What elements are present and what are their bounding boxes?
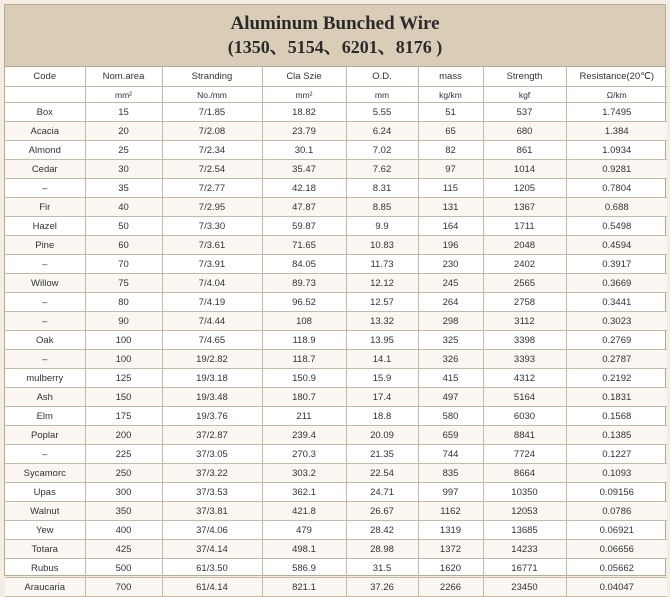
table-row-mass: 1162 bbox=[418, 502, 483, 521]
table-row bbox=[5, 388, 667, 407]
table-row-cla-size: 498.1 bbox=[262, 540, 346, 559]
header-row-nom-area: Nom.area bbox=[85, 67, 162, 87]
table-row-resistance: 0.1831 bbox=[566, 388, 667, 407]
header-row-strength: Strength bbox=[483, 67, 566, 87]
table-row-mass: 835 bbox=[418, 464, 483, 483]
table-row-od: 12.57 bbox=[346, 293, 418, 312]
table-row-strength: 1711 bbox=[483, 217, 566, 236]
table-row-code: Box bbox=[5, 103, 85, 122]
table-row-nom-area: 75 bbox=[85, 274, 162, 293]
table-row-strength: 10350 bbox=[483, 483, 566, 502]
table-row-nom-area: 25 bbox=[85, 141, 162, 160]
table-row-resistance: 0.688 bbox=[566, 198, 667, 217]
table-row-stranding: 7/3.30 bbox=[162, 217, 262, 236]
table-row-cla-size: 270.3 bbox=[262, 445, 346, 464]
table-row bbox=[5, 521, 667, 540]
table-row-mass: 997 bbox=[418, 483, 483, 502]
table-row-resistance: 0.1385 bbox=[566, 426, 667, 445]
table-row-code: Acacia bbox=[5, 122, 85, 141]
table-row bbox=[5, 122, 667, 141]
table-row bbox=[5, 160, 667, 179]
table-row-mass: 264 bbox=[418, 293, 483, 312]
table-row bbox=[5, 198, 667, 217]
table-row-code: Totara bbox=[5, 540, 85, 559]
table-row-mass: 580 bbox=[418, 407, 483, 426]
table-row-strength: 1367 bbox=[483, 198, 566, 217]
table-row-code: Yew bbox=[5, 521, 85, 540]
units-row-cla-size: mm² bbox=[262, 87, 346, 103]
units-row-strength: kgf bbox=[483, 87, 566, 103]
table-row-stranding: 7/2.95 bbox=[162, 198, 262, 217]
units-row-code bbox=[5, 87, 85, 103]
table-row-od: 11.73 bbox=[346, 255, 418, 274]
table-row-code: Willow bbox=[5, 274, 85, 293]
table-row-mass: 230 bbox=[418, 255, 483, 274]
units-row-stranding: No./mm bbox=[162, 87, 262, 103]
table-row-cla-size: 96.52 bbox=[262, 293, 346, 312]
table-row-stranding: 37/3.05 bbox=[162, 445, 262, 464]
table-row bbox=[5, 407, 667, 426]
table-row-stranding: 7/3.91 bbox=[162, 255, 262, 274]
table-row-stranding: 61/3.50 bbox=[162, 559, 262, 578]
table-row-strength: 13685 bbox=[483, 521, 566, 540]
table-row bbox=[5, 274, 667, 293]
table-row-od: 21.35 bbox=[346, 445, 418, 464]
table-row-cla-size: 239.4 bbox=[262, 426, 346, 445]
table-row-nom-area: 425 bbox=[85, 540, 162, 559]
table-row-od: 7.02 bbox=[346, 141, 418, 160]
table-row-code: Hazel bbox=[5, 217, 85, 236]
table-row-strength: 12053 bbox=[483, 502, 566, 521]
table-row-code: Oak bbox=[5, 331, 85, 350]
header-row-mass: mass bbox=[418, 67, 483, 87]
table-row-resistance: 0.1227 bbox=[566, 445, 667, 464]
header-row-od: O.D. bbox=[346, 67, 418, 87]
table-row-strength: 23450 bbox=[483, 578, 566, 597]
table-row-strength: 6030 bbox=[483, 407, 566, 426]
table-row-resistance: 0.3441 bbox=[566, 293, 667, 312]
table-row-cla-size: 47.87 bbox=[262, 198, 346, 217]
table-row-cla-size: 211 bbox=[262, 407, 346, 426]
table-row-nom-area: 70 bbox=[85, 255, 162, 274]
table-row-od: 26.67 bbox=[346, 502, 418, 521]
table-row-cla-size: 362.1 bbox=[262, 483, 346, 502]
table-row-nom-area: 125 bbox=[85, 369, 162, 388]
table-row-strength: 861 bbox=[483, 141, 566, 160]
table-row-code: Fir bbox=[5, 198, 85, 217]
table-row-nom-area: 250 bbox=[85, 464, 162, 483]
table-row-stranding: 7/4.04 bbox=[162, 274, 262, 293]
table-row-mass: 415 bbox=[418, 369, 483, 388]
table-row-strength: 5164 bbox=[483, 388, 566, 407]
table-row-resistance: 0.05662 bbox=[566, 559, 667, 578]
table-row-cla-size: 150.9 bbox=[262, 369, 346, 388]
table-row-nom-area: 60 bbox=[85, 236, 162, 255]
table-row bbox=[5, 502, 667, 521]
title-block bbox=[5, 5, 665, 67]
table-row bbox=[5, 464, 667, 483]
header-row-code: Code bbox=[5, 67, 85, 87]
table-row-code: Sycamorc bbox=[5, 464, 85, 483]
table-row-code: Poplar bbox=[5, 426, 85, 445]
table-row-stranding: 19/3.76 bbox=[162, 407, 262, 426]
table-row-od: 8.85 bbox=[346, 198, 418, 217]
table-row-strength: 8841 bbox=[483, 426, 566, 445]
table-row-mass: 298 bbox=[418, 312, 483, 331]
table-row-strength: 3393 bbox=[483, 350, 566, 369]
table-row-code: Rubus bbox=[5, 559, 85, 578]
table-row-cla-size: 23.79 bbox=[262, 122, 346, 141]
table-row bbox=[5, 483, 667, 502]
units-row-resistance: Ω/km bbox=[566, 87, 667, 103]
table-row-strength: 7724 bbox=[483, 445, 566, 464]
table-row-mass: 326 bbox=[418, 350, 483, 369]
table-row-stranding: 19/3.18 bbox=[162, 369, 262, 388]
table-row-strength: 1205 bbox=[483, 179, 566, 198]
table-row-code: Araucaria bbox=[5, 578, 85, 597]
table-row bbox=[5, 540, 667, 559]
table-row-code: Cedar bbox=[5, 160, 85, 179]
table-row-od: 14.1 bbox=[346, 350, 418, 369]
table-row-resistance: 0.4594 bbox=[566, 236, 667, 255]
table-row bbox=[5, 293, 667, 312]
units-row-od: mm bbox=[346, 87, 418, 103]
header-row-cla-size: Cla Szie bbox=[262, 67, 346, 87]
table-row-nom-area: 30 bbox=[85, 160, 162, 179]
table-row-cla-size: 89.73 bbox=[262, 274, 346, 293]
table-row-nom-area: 40 bbox=[85, 198, 162, 217]
table-row-cla-size: 479 bbox=[262, 521, 346, 540]
table-row-stranding: 7/2.54 bbox=[162, 160, 262, 179]
table-row-mass: 131 bbox=[418, 198, 483, 217]
table-row-mass: 245 bbox=[418, 274, 483, 293]
table-row-od: 20.09 bbox=[346, 426, 418, 445]
table-row bbox=[5, 426, 667, 445]
table-row-strength: 3112 bbox=[483, 312, 566, 331]
table-row-od: 7.62 bbox=[346, 160, 418, 179]
table-row-resistance: 0.2192 bbox=[566, 369, 667, 388]
table-row-nom-area: 100 bbox=[85, 350, 162, 369]
table-row bbox=[5, 350, 667, 369]
table-row-code: Elm bbox=[5, 407, 85, 426]
table-row-code: – bbox=[5, 445, 85, 464]
page-subtitle: (1350、5154、6201、8176 ) bbox=[227, 37, 443, 57]
table-row-mass: 1372 bbox=[418, 540, 483, 559]
table-row bbox=[5, 312, 667, 331]
table-row-mass: 1319 bbox=[418, 521, 483, 540]
table-row-nom-area: 80 bbox=[85, 293, 162, 312]
table-row-mass: 744 bbox=[418, 445, 483, 464]
table-row-code: – bbox=[5, 255, 85, 274]
table-row-mass: 115 bbox=[418, 179, 483, 198]
table-row-mass: 65 bbox=[418, 122, 483, 141]
table-row-cla-size: 118.9 bbox=[262, 331, 346, 350]
table-row-strength: 3398 bbox=[483, 331, 566, 350]
table-row-code: – bbox=[5, 350, 85, 369]
table-row-strength: 1014 bbox=[483, 160, 566, 179]
table-row-resistance: 0.1093 bbox=[566, 464, 667, 483]
table-row bbox=[5, 255, 667, 274]
table-row-resistance: 0.06656 bbox=[566, 540, 667, 559]
table-row-resistance: 0.3917 bbox=[566, 255, 667, 274]
table-row-resistance: 0.09156 bbox=[566, 483, 667, 502]
table-row-code: Pine bbox=[5, 236, 85, 255]
table-row-mass: 82 bbox=[418, 141, 483, 160]
table-row-resistance: 0.06921 bbox=[566, 521, 667, 540]
table-row-nom-area: 150 bbox=[85, 388, 162, 407]
units-row-nom-area: mm² bbox=[85, 87, 162, 103]
table-row-od: 15.9 bbox=[346, 369, 418, 388]
wire-spec-table bbox=[5, 67, 667, 597]
table-row-cla-size: 59.87 bbox=[262, 217, 346, 236]
table-row-od: 12.12 bbox=[346, 274, 418, 293]
table-row-strength: 537 bbox=[483, 103, 566, 122]
table-row-resistance: 0.7804 bbox=[566, 179, 667, 198]
table-row-strength: 16771 bbox=[483, 559, 566, 578]
table-row-code: – bbox=[5, 293, 85, 312]
table-row-cla-size: 180.7 bbox=[262, 388, 346, 407]
header-row-resistance: Resistance(20℃) bbox=[566, 67, 667, 87]
table-row bbox=[5, 179, 667, 198]
table-row-od: 17.4 bbox=[346, 388, 418, 407]
table-row-resistance: 1.0934 bbox=[566, 141, 667, 160]
table-row-cla-size: 586.9 bbox=[262, 559, 346, 578]
table-row-code: Almond bbox=[5, 141, 85, 160]
table-row-nom-area: 225 bbox=[85, 445, 162, 464]
table-row-mass: 97 bbox=[418, 160, 483, 179]
table-row-resistance: 0.0786 bbox=[566, 502, 667, 521]
table-row-cla-size: 35.47 bbox=[262, 160, 346, 179]
table-row bbox=[5, 445, 667, 464]
table-row-od: 9.9 bbox=[346, 217, 418, 236]
table-row-cla-size: 821.1 bbox=[262, 578, 346, 597]
page-title: Aluminum Bunched Wire bbox=[230, 13, 440, 34]
table-row-nom-area: 35 bbox=[85, 179, 162, 198]
table-row-mass: 325 bbox=[418, 331, 483, 350]
table-row-od: 13.32 bbox=[346, 312, 418, 331]
table-row-cla-size: 18.82 bbox=[262, 103, 346, 122]
table-row bbox=[5, 559, 667, 578]
table-row-code: mulberry bbox=[5, 369, 85, 388]
table-row-strength: 2048 bbox=[483, 236, 566, 255]
table-row-cla-size: 118.7 bbox=[262, 350, 346, 369]
table-row-od: 6.24 bbox=[346, 122, 418, 141]
table-row-cla-size: 30.1 bbox=[262, 141, 346, 160]
header-row bbox=[5, 67, 667, 87]
table-row-resistance: 1.7495 bbox=[566, 103, 667, 122]
table-row-strength: 2758 bbox=[483, 293, 566, 312]
table-row-stranding: 37/3.22 bbox=[162, 464, 262, 483]
table-row-stranding: 7/2.34 bbox=[162, 141, 262, 160]
table-row-nom-area: 200 bbox=[85, 426, 162, 445]
table-row-resistance: 0.2787 bbox=[566, 350, 667, 369]
table-row-stranding: 7/2.77 bbox=[162, 179, 262, 198]
table-row-stranding: 7/4.19 bbox=[162, 293, 262, 312]
table-row-od: 22.54 bbox=[346, 464, 418, 483]
table-row-od: 13.95 bbox=[346, 331, 418, 350]
table-row-od: 18.8 bbox=[346, 407, 418, 426]
table-row-resistance: 0.3023 bbox=[566, 312, 667, 331]
table-row-stranding: 37/4.14 bbox=[162, 540, 262, 559]
table-row-nom-area: 20 bbox=[85, 122, 162, 141]
table-row-nom-area: 175 bbox=[85, 407, 162, 426]
table-row-strength: 8664 bbox=[483, 464, 566, 483]
table-row-mass: 497 bbox=[418, 388, 483, 407]
table-row-nom-area: 700 bbox=[85, 578, 162, 597]
table-row-od: 8.31 bbox=[346, 179, 418, 198]
table-row-od: 37.26 bbox=[346, 578, 418, 597]
table-row-nom-area: 350 bbox=[85, 502, 162, 521]
spec-sheet bbox=[4, 4, 666, 593]
table-row-strength: 680 bbox=[483, 122, 566, 141]
table-row-code: Upas bbox=[5, 483, 85, 502]
table-row-resistance: 0.1568 bbox=[566, 407, 667, 426]
units-row bbox=[5, 87, 667, 103]
table-row-nom-area: 50 bbox=[85, 217, 162, 236]
table-row-od: 31.5 bbox=[346, 559, 418, 578]
table-row-code: Ash bbox=[5, 388, 85, 407]
table-row-code: Walnut bbox=[5, 502, 85, 521]
table-row-mass: 659 bbox=[418, 426, 483, 445]
table-row bbox=[5, 578, 667, 597]
table-row bbox=[5, 141, 667, 160]
table-row-mass: 196 bbox=[418, 236, 483, 255]
table-row-code: – bbox=[5, 179, 85, 198]
table-row-stranding: 37/4.06 bbox=[162, 521, 262, 540]
table-row-nom-area: 90 bbox=[85, 312, 162, 331]
table-row-mass: 1620 bbox=[418, 559, 483, 578]
table-row-strength: 4312 bbox=[483, 369, 566, 388]
table-row-cla-size: 303.2 bbox=[262, 464, 346, 483]
table-row-resistance: 0.9281 bbox=[566, 160, 667, 179]
table-row-stranding: 19/2.82 bbox=[162, 350, 262, 369]
table-row-mass: 2266 bbox=[418, 578, 483, 597]
table-row bbox=[5, 331, 667, 350]
table-row-stranding: 37/2.87 bbox=[162, 426, 262, 445]
table-row-nom-area: 15 bbox=[85, 103, 162, 122]
table-row bbox=[5, 369, 667, 388]
table-row-resistance: 1.384 bbox=[566, 122, 667, 141]
table-row-strength: 2565 bbox=[483, 274, 566, 293]
table-row-stranding: 37/3.53 bbox=[162, 483, 262, 502]
table-row-resistance: 0.2769 bbox=[566, 331, 667, 350]
table-row-cla-size: 108 bbox=[262, 312, 346, 331]
table-row-stranding: 7/4.44 bbox=[162, 312, 262, 331]
table-row bbox=[5, 217, 667, 236]
table-row-stranding: 19/3.48 bbox=[162, 388, 262, 407]
header-row-stranding: Stranding bbox=[162, 67, 262, 87]
table-row-stranding: 7/4.65 bbox=[162, 331, 262, 350]
table-row-stranding: 37/3.81 bbox=[162, 502, 262, 521]
table-row-nom-area: 500 bbox=[85, 559, 162, 578]
table-row-resistance: 0.04047 bbox=[566, 578, 667, 597]
table-row-od: 10.83 bbox=[346, 236, 418, 255]
table-row-cla-size: 42.18 bbox=[262, 179, 346, 198]
table-row-resistance: 0.3669 bbox=[566, 274, 667, 293]
table-row-nom-area: 400 bbox=[85, 521, 162, 540]
table-row-strength: 14233 bbox=[483, 540, 566, 559]
table-row-od: 28.42 bbox=[346, 521, 418, 540]
table-row-od: 28.98 bbox=[346, 540, 418, 559]
table-row-nom-area: 100 bbox=[85, 331, 162, 350]
table-row-mass: 51 bbox=[418, 103, 483, 122]
table-row-mass: 164 bbox=[418, 217, 483, 236]
table-row-strength: 2402 bbox=[483, 255, 566, 274]
table-row-code: – bbox=[5, 312, 85, 331]
table-row-cla-size: 421.8 bbox=[262, 502, 346, 521]
units-row-mass: kg/km bbox=[418, 87, 483, 103]
table-row bbox=[5, 236, 667, 255]
table-row-od: 24.71 bbox=[346, 483, 418, 502]
table-row-nom-area: 300 bbox=[85, 483, 162, 502]
table-row-stranding: 61/4.14 bbox=[162, 578, 262, 597]
table-row-stranding: 7/1.85 bbox=[162, 103, 262, 122]
table-row-stranding: 7/3.61 bbox=[162, 236, 262, 255]
table-row-cla-size: 71.65 bbox=[262, 236, 346, 255]
table-row-cla-size: 84.05 bbox=[262, 255, 346, 274]
table-row-od: 5.55 bbox=[346, 103, 418, 122]
table-row-resistance: 0.5498 bbox=[566, 217, 667, 236]
table-row-stranding: 7/2.08 bbox=[162, 122, 262, 141]
table-row bbox=[5, 103, 667, 122]
